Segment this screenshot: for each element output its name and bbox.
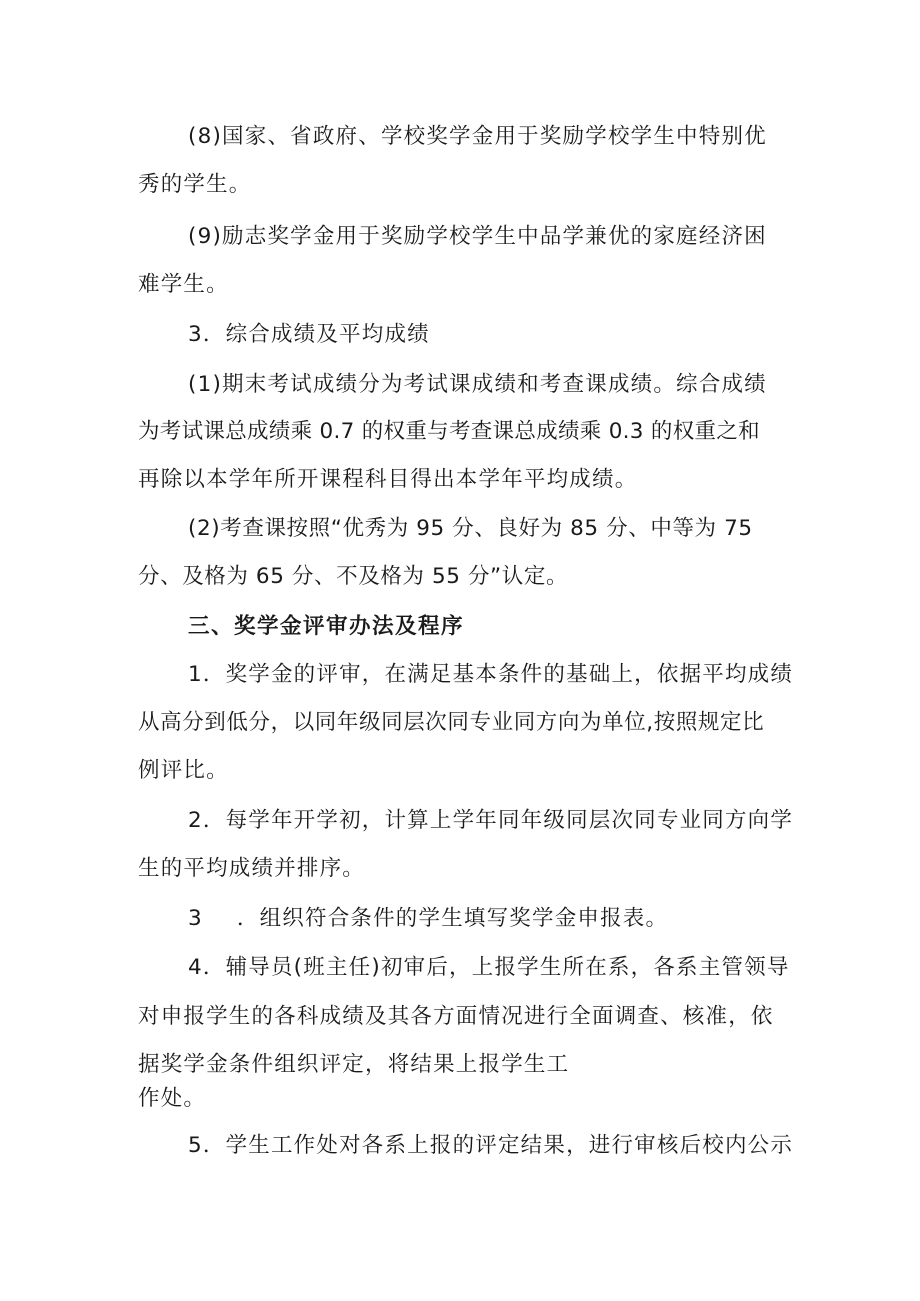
paragraph-2-line-1: (2)考查课按照“优秀为 95 分、良好为 85 分、中等为 75 <box>188 516 753 541</box>
paragraph-1-line-1: (1)期末考试成绩分为考试课成绩和考查课成绩。综合成绩 <box>188 372 767 397</box>
paragraph-1-line-2: 为考试课总成绩乘 0.7 的权重与考查课总成绩乘 0.3 的权重之和 <box>138 419 760 444</box>
paragraph-1-line-3: 再除以本学年所开课程科目得出本学年平均成绩。 <box>138 467 638 492</box>
step-4-line-3: 据奖学金条件组织评定，将结果上报学生工 <box>138 1052 570 1077</box>
step-4-line-4: 作处。 <box>138 1086 207 1111</box>
paragraph-9-line-1: (9)励志奖学金用于奖励学校学生中品学兼优的家庭经济困 <box>188 224 767 249</box>
paragraph-8-line-2: 秀的学生。 <box>138 172 252 197</box>
paragraph-8-line-1: (8)国家、省政府、学校奖学金用于奖励学校学生中特别优 <box>188 124 767 149</box>
step-5-line-1: 5．学生工作处对各系上报的评定结果，进行审核后校内公示 <box>188 1133 794 1158</box>
paragraph-9-line-2: 难学生。 <box>138 272 229 297</box>
step-2-line-1: 2．每学年开学初，计算上学年同年级同层次同专业同方向学 <box>188 808 794 833</box>
section-heading-3: 三、奖学金评审办法及程序 <box>188 614 465 639</box>
section-3-heading: 3．综合成绩及平均成绩 <box>188 322 430 347</box>
step-1-line-3: 例评比。 <box>138 758 229 783</box>
step-4-line-2: 对申报学生的各科成绩及其各方面情况进行全面调查、核准，依 <box>138 1004 774 1029</box>
step-3-number: 3 <box>188 906 203 931</box>
step-2-line-2: 生的平均成绩并排序。 <box>138 856 366 881</box>
step-1-line-2: 从高分到低分，以同年级同层次同专业同方向为单位,按照规定比 <box>138 710 765 735</box>
step-3-line-1 <box>188 904 848 934</box>
step-3-text: ．组织符合条件的学生填写奖学金申报表。 <box>236 906 669 931</box>
step-1-line-1: 1．奖学金的评审，在满足基本条件的基础上，依据平均成绩 <box>188 662 794 687</box>
paragraph-2-line-2: 分、及格为 65 分、不及格为 55 分”认定。 <box>138 564 569 589</box>
step-4-line-1: 4．辅导员(班主任)初审后，上报学生所在系，各系主管领导 <box>188 955 790 980</box>
